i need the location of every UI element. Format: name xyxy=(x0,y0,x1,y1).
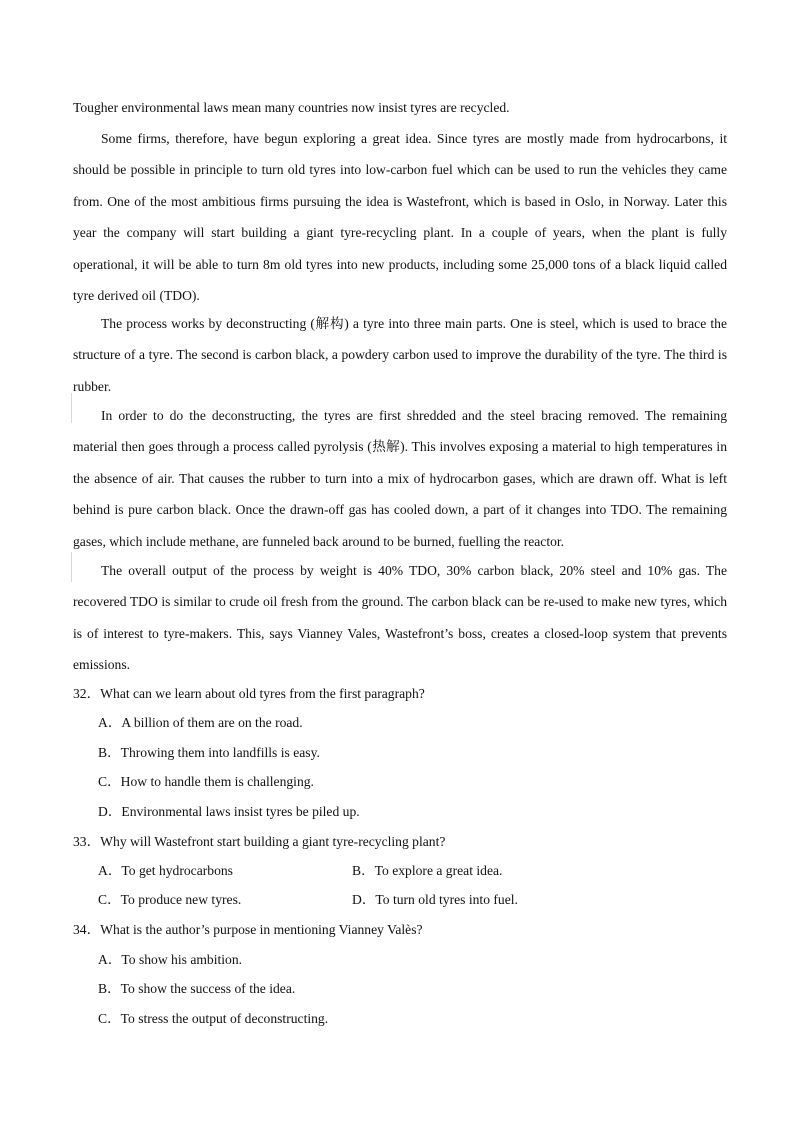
question-32-option-c: C．How to handle them is challenging. xyxy=(98,774,314,789)
question-34-stem: 34．What is the author’s purpose in mentioning Vianney Valès? xyxy=(73,922,423,937)
question-33-stem: 33．Why will Wastefront start building a giant tyre-recycling plant? xyxy=(73,834,446,849)
question-33-option-b: B．To explore a great idea. xyxy=(352,863,503,878)
passage-paragraph-1: Tougher environmental laws mean many countries now insist tyres are recycled. xyxy=(73,100,510,115)
passage-paragraph-4: In order to do the deconstructing, the tyres are first shredded and the steel bracing removed. The remaining material then goes through a process called pyrolysis (热解). This involves exposing a material to high temperatures in the absence of air. That causes the rubber to turn into a mix of hydrocarbon gases, which are drawn off. What is left behind is pure carbon black. Once the drawn-off gas has cooled down, a part of it changes into TDO. The remaining gases, which include methane, are funneled back around to be burned, fuelling the reactor. xyxy=(73,408,727,549)
question-34-option-a: A．To show his ambition. xyxy=(98,952,243,967)
question-33-option-c: C．To produce new tyres. xyxy=(98,892,242,907)
passage-paragraph-3: The process works by deconstructing (解构) a tyre into three main parts. One is steel, which is used to brace the structure of a tyre. The second is carbon black, a powdery carbon used to improve the durability of the tyre. The third is rubber. xyxy=(73,316,727,394)
passage-paragraph-5: The overall output of the process by weight is 40% TDO, 30% carbon black, 20% steel and 10% gas. The recovered TDO is similar to crude oil fresh from the ground. The carbon black can be re-used to make new tyres, which is of interest to tyre-makers. This, says Vianney Vales, Wastefront’s boss, creates a closed-loop system that prevents emissions. xyxy=(73,563,727,673)
margin-rule xyxy=(71,552,72,582)
passage-paragraph-2: Some firms, therefore, have begun exploring a great idea. Since tyres are mostly made from hydrocarbons, it should be possible in principle to turn old tyres into low-carbon fuel which can be used to run the vehicles they came from. One of the most ambitious firms pursuing the idea is Wastefront, which is based in Oslo, in Norway. Later this year the company will start building a giant tyre-recycling plant. In a couple of years, when the plant is fully operational, it will be able to turn 8m old tyres into new products, including some 25,000 tons of a black liquid called tyre derived oil (TDO). xyxy=(73,131,727,304)
question-32-option-a: A．A billion of them are on the road. xyxy=(98,715,303,730)
question-32-option-d: D．Environmental laws insist tyres be piled up. xyxy=(98,804,360,819)
question-34-option-b: B．To show the success of the idea. xyxy=(98,981,296,996)
question-32-stem: 32．What can we learn about old tyres from the first paragraph? xyxy=(73,686,425,701)
question-34-option-c: C．To stress the output of deconstructing. xyxy=(98,1011,329,1026)
question-33-option-a: A．To get hydrocarbons xyxy=(98,863,233,878)
question-32-option-b: B．Throwing them into landfills is easy. xyxy=(98,745,320,760)
question-33-option-d: D．To turn old tyres into fuel. xyxy=(352,892,518,907)
margin-rule xyxy=(71,393,72,423)
